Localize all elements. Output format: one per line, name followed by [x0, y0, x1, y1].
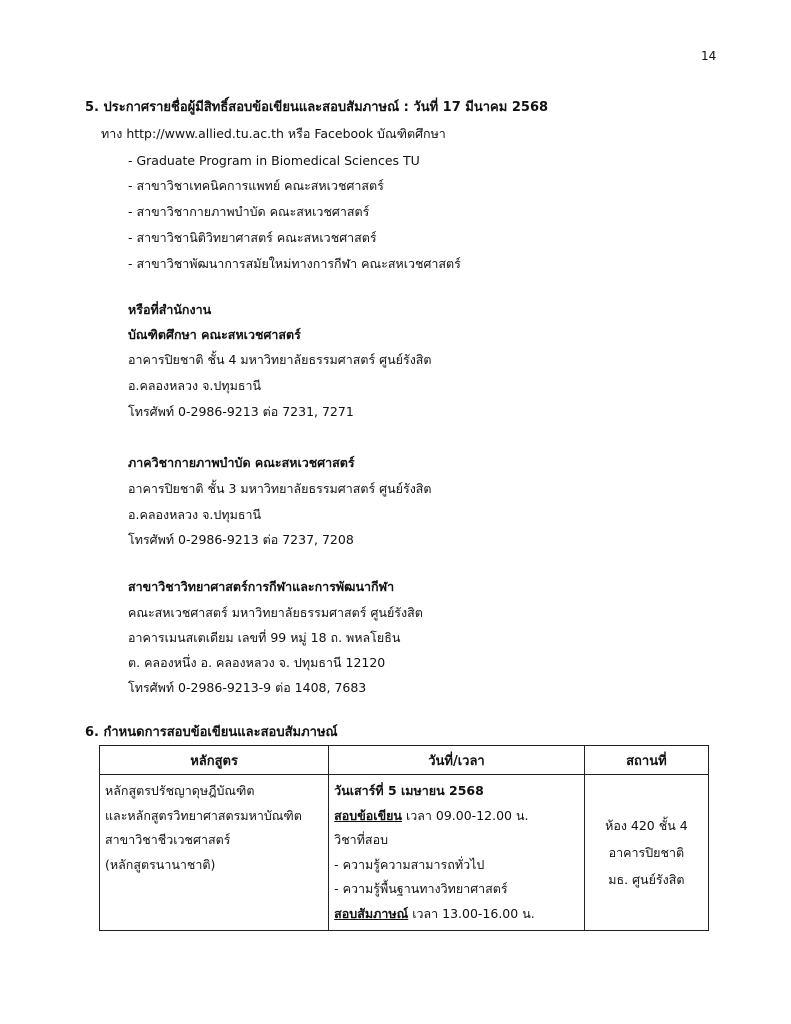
interview-label: สอบสัมภาษณ์ [334, 905, 409, 921]
program-cell [100, 775, 329, 931]
announcement-channels: ทาง http://www.allied.tu.ac.th หรือ Facebook บัณฑิตศึกษา [101, 126, 446, 141]
section5-heading: 5. ประกาศรายชื่อผู้มีสิทธิ์สอบข้อเขียนและสอบสัมภาษณ์ : วันที่ 17 มีนาคม 2568 [85, 100, 549, 115]
header-program: หลักสูตร [100, 746, 329, 775]
program-item: - สาขาวิชากายภาพบำบัด คณะสหเวชศาสตร์ [128, 204, 370, 219]
office2-title: ภาควิชากายภาพบำบัด คณะสหเวชศาสตร์ [128, 455, 355, 470]
datetime-cell [329, 775, 585, 931]
interview-time: เวลา 13.00-16.00 น. [408, 905, 535, 921]
section6-heading: 6. กำหนดการสอบข้อเขียนและสอบสัมภาษณ์ [85, 725, 338, 740]
venue-line: ห้อง 420 ชั้น 4 [605, 818, 688, 833]
office3-title: สาขาวิชาวิทยาศาสตร์การกีฬาและการพัฒนากีฬา [128, 579, 395, 594]
office1-title: บัณฑิตศึกษา คณะสหเวชศาสตร์ [128, 327, 301, 342]
program-item: - สาขาวิชานิติวิทยาศาสตร์ คณะสหเวชศาสตร์ [128, 230, 377, 245]
venue-line: มธ. ศูนย์รังสิต [608, 872, 685, 887]
office3-faculty: คณะสหเวชศาสตร์ มหาวิทยาลัยธรรมศาสตร์ ศูนย์รังสิต [128, 605, 423, 620]
office1-district: อ.คลองหลวง จ.ปทุมธานี [128, 378, 262, 393]
header-venue: สถานที่ [584, 746, 708, 775]
program-line: สาขาวิชาชีวเวชศาสตร์ [105, 832, 231, 847]
office3-district: ต. คลองหนึ่ง อ. คลองหลวง จ. ปทุมธานี 12120 [128, 655, 386, 670]
venue-cell [584, 775, 708, 931]
program-item: - Graduate Program in Biomedical Sciences TU [128, 153, 420, 168]
venue-line: อาคารปิยชาติ [608, 845, 685, 860]
header-datetime: วันที่/เวลา [329, 746, 585, 775]
program-line: (หลักสูตรนานาชาติ) [105, 856, 216, 872]
program-line: หลักสูตรปรัชญาดุษฎีบัณฑิต [105, 783, 255, 798]
office2-district: อ.คลองหลวง จ.ปทุมธานี [128, 507, 262, 522]
interview-line [334, 902, 584, 927]
page-number: 14 [701, 49, 717, 63]
office1-phone: โทรศัพท์ 0-2986-9213 ต่อ 7231, 7271 [128, 404, 354, 419]
program-item: - สาขาวิชาพัฒนาการสมัยใหม่ทางการกีฬา คณะสหเวชศาสตร์ [128, 256, 461, 271]
subject-item: - ความรู้พื้นฐานทางวิทยาศาสตร์ [334, 881, 508, 896]
exam-schedule-table [99, 745, 709, 931]
program-item: - สาขาวิชาเทคนิคการแพทย์ คณะสหเวชศาสตร์ [128, 178, 384, 193]
written-exam-label: สอบข้อเขียน [334, 807, 402, 823]
office-intro: หรือที่สำนักงาน [128, 302, 212, 317]
office2-address: อาคารปิยชาติ ชั้น 3 มหาวิทยาลัยธรรมศาสตร์ ศูนย์รังสิต [128, 481, 432, 496]
subjects-label: วิชาที่สอบ [334, 832, 389, 847]
written-exam-line [334, 804, 584, 829]
table-row [100, 775, 709, 931]
program-line: และหลักสูตรวิทยาศาสตรมหาบัณฑิต [105, 807, 302, 823]
office2-phone: โทรศัพท์ 0-2986-9213 ต่อ 7237, 7208 [128, 532, 354, 547]
written-exam-time: เวลา 09.00-12.00 น. [401, 807, 529, 823]
subject-item: - ความรู้ความสามารถทั่วไป [334, 856, 485, 872]
office3-building: อาคารเมนสเตเดียม เลขที่ 99 หมู่ 18 ถ. พหลโยธิน [128, 630, 401, 645]
table-header-row [100, 746, 709, 775]
office1-address: อาคารปิยชาติ ชั้น 4 มหาวิทยาลัยธรรมศาสตร์ ศูนย์รังสิต [128, 352, 432, 367]
office3-phone: โทรศัพท์ 0-2986-9213-9 ต่อ 1408, 7683 [128, 680, 367, 695]
exam-date: วันเสาร์ที่ 5 เมษายน 2568 [334, 783, 484, 798]
